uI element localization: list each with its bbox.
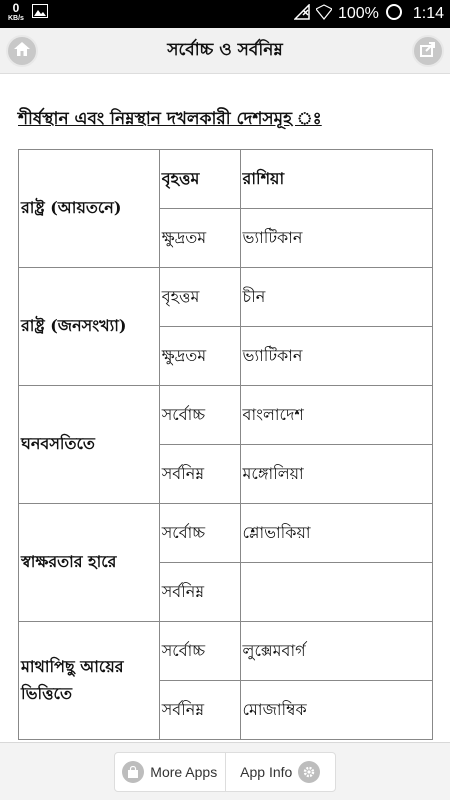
category-cell: রাষ্ট্র (জনসংখ্যা)	[19, 268, 160, 386]
value-cell: শ্লোভাকিয়া	[240, 504, 432, 563]
category-cell: ঘনবসতিতে	[19, 386, 160, 504]
shopping-bag-icon	[122, 761, 144, 783]
label-cell: বৃহত্তম	[159, 268, 240, 327]
section-heading: শীর্ষস্থান এবং নিম্নস্থান দখলকারী দেশসমূহ ঃ	[18, 109, 322, 129]
app-bar	[0, 28, 450, 74]
value-cell: রাশিয়া	[240, 150, 432, 209]
page-title: সর্বোচ্চ ও সর্বনিম্ন	[167, 40, 283, 60]
label-cell: সর্বনিম্ন	[159, 445, 240, 504]
category-cell: রাষ্ট্র (আয়তনে)	[19, 150, 160, 268]
app-info-button[interactable]	[225, 753, 336, 791]
more-apps-label: More Apps	[150, 764, 218, 780]
label-cell: বৃহত্তম	[159, 150, 240, 209]
value-cell: ভ্যাটিকান	[240, 209, 432, 268]
table-row	[19, 504, 433, 563]
value-cell: বাংলাদেশ	[240, 386, 432, 445]
home-icon	[13, 40, 31, 62]
label-cell: সর্বোচ্চ	[159, 386, 240, 445]
table-row	[19, 386, 433, 445]
table-row	[19, 268, 433, 327]
value-cell	[240, 563, 432, 622]
label-cell: সর্বোচ্চ	[159, 622, 240, 681]
gear-icon	[298, 761, 320, 783]
no-signal-icon	[294, 4, 310, 25]
label-cell: ক্ষুদ্রতম	[159, 209, 240, 268]
label-cell: সর্বনিম্ন	[159, 681, 240, 740]
network-speed-unit: KB/s	[8, 15, 24, 22]
home-button[interactable]	[6, 35, 38, 67]
content-area[interactable]	[0, 74, 450, 742]
table-row	[19, 150, 433, 209]
status-bar	[0, 0, 450, 28]
label-cell: সর্বনিম্ন	[159, 563, 240, 622]
gallery-notification-icon	[32, 4, 48, 23]
app-info-label: App Info	[240, 764, 293, 780]
battery-level: 100%	[337, 5, 379, 22]
battery-icon	[385, 3, 403, 26]
label-cell: ক্ষুদ্রতম	[159, 327, 240, 386]
label-cell: সর্বোচ্চ	[159, 504, 240, 563]
value-cell: চীন	[240, 268, 432, 327]
bottom-button-group	[114, 752, 336, 792]
share-button[interactable]	[412, 35, 444, 67]
value-cell: মঙ্গোলিয়া	[240, 445, 432, 504]
table-row	[19, 622, 433, 681]
wifi-off-icon	[316, 4, 332, 25]
more-apps-button[interactable]	[115, 753, 225, 791]
value-cell: লুক্সেমবার্গ	[240, 622, 432, 681]
share-icon	[419, 40, 437, 62]
network-speed	[8, 2, 24, 22]
category-cell: স্বাক্ষরতার হারে	[19, 504, 160, 622]
value-cell: ভ্যাটিকান	[240, 327, 432, 386]
category-cell: মাথাপিছু আয়ের ভিত্তিতে	[19, 622, 160, 740]
rankings-table	[18, 149, 433, 740]
network-speed-value: 0	[12, 1, 20, 15]
value-cell: মোজাম্বিক	[240, 681, 432, 740]
clock: 1:14	[412, 5, 444, 22]
bottom-bar	[0, 742, 450, 800]
